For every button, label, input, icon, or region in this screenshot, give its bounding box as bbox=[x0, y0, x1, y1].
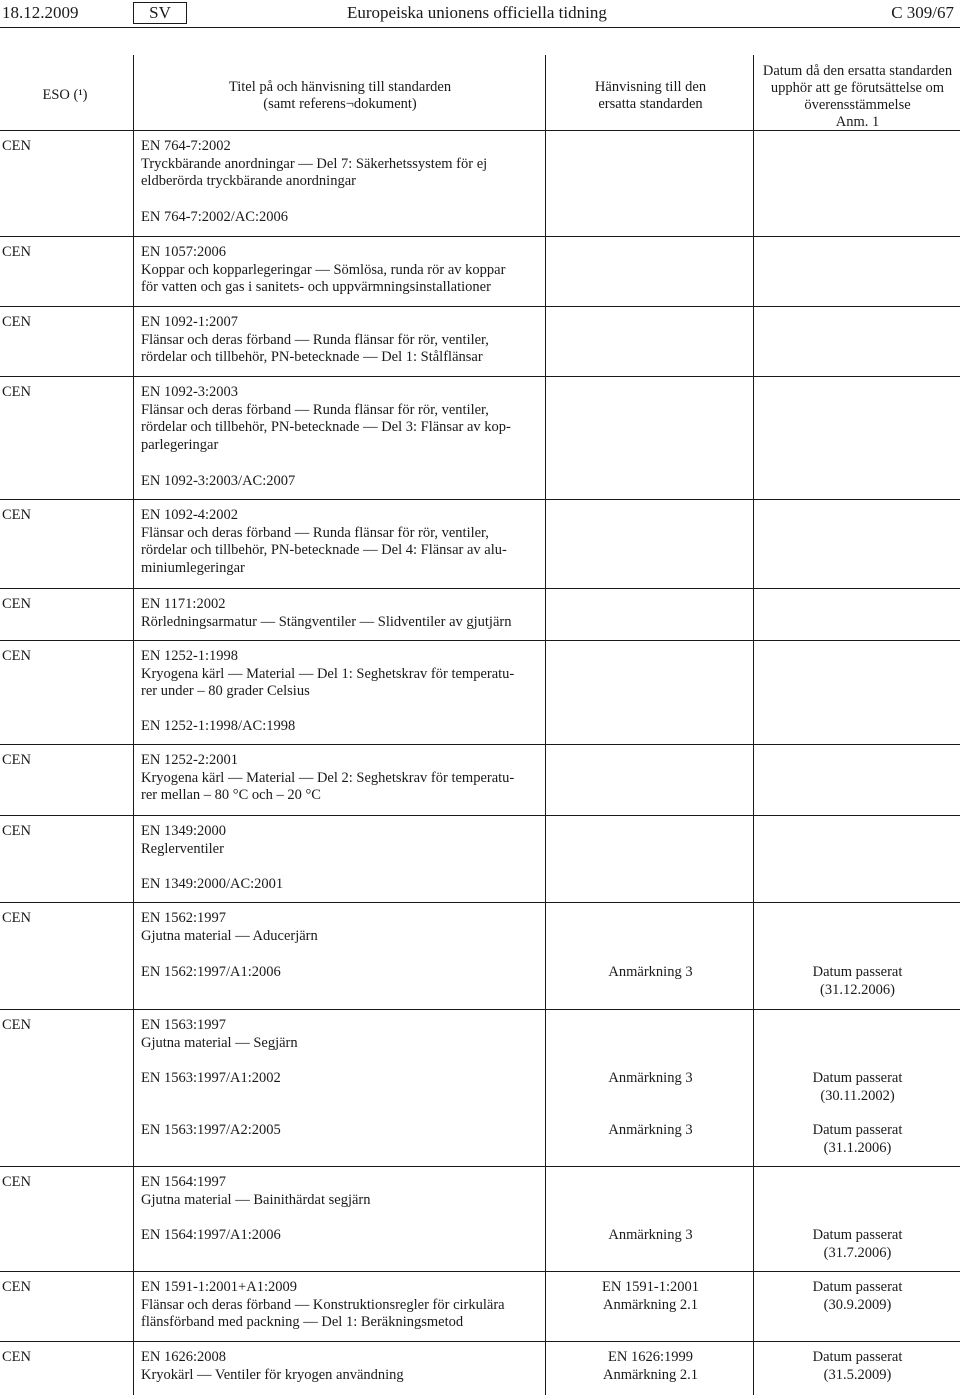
cessation-date-line: Datum passerat bbox=[812, 1349, 903, 1365]
standard-amendment bbox=[141, 876, 541, 894]
eso-label: CEN bbox=[2, 314, 31, 330]
eso-label: CEN bbox=[2, 1279, 31, 1295]
standard-entry bbox=[141, 596, 541, 631]
standard-title-line: rer under – 80 grader Celsius bbox=[141, 683, 310, 699]
eso-label: CEN bbox=[2, 648, 31, 664]
standard-entry bbox=[141, 1174, 541, 1209]
header-date: 18.12.2009 bbox=[2, 3, 79, 22]
row-divider bbox=[0, 499, 960, 500]
standard-reference: EN 1349:2000 bbox=[141, 823, 226, 839]
standard-amendment bbox=[141, 1070, 541, 1088]
row-divider bbox=[0, 815, 960, 816]
standard-title-line: Kryogena kärl — Material — Del 2: Seghetskrav för temperatu- bbox=[141, 769, 515, 786]
col-header-cessation-date bbox=[757, 63, 958, 131]
standard-title-line: Gjutna material — Aducerjärn bbox=[141, 927, 318, 944]
standard-reference: EN 1252-2:2001 bbox=[141, 752, 239, 768]
column-rule bbox=[545, 55, 546, 1395]
row-divider bbox=[0, 744, 960, 745]
eso-label: CEN bbox=[2, 384, 31, 400]
row-divider bbox=[0, 306, 960, 307]
standard-entry bbox=[141, 507, 541, 577]
eso-label: CEN bbox=[2, 823, 31, 839]
row-divider bbox=[0, 236, 960, 237]
cessation-date bbox=[757, 1122, 958, 1157]
standard-title-line: Kryokärl — Ventiler för kryogen användning bbox=[141, 1366, 404, 1383]
cessation-date-line: Datum passerat bbox=[812, 1227, 903, 1243]
cessation-date bbox=[757, 1349, 958, 1384]
cessation-date-line: (30.9.2009) bbox=[823, 1296, 892, 1313]
standard-reference: EN 1626:2008 bbox=[141, 1349, 226, 1365]
standard-reference: EN 1252-1:1998/AC:1998 bbox=[141, 718, 296, 734]
replaced-ref-line: Anmärkning 3 bbox=[608, 1070, 693, 1086]
row-divider bbox=[0, 1166, 960, 1167]
cessation-date-line: Datum passerat bbox=[812, 964, 903, 980]
standard-entry bbox=[141, 1279, 541, 1332]
standard-reference: EN 1562:1997/A1:2006 bbox=[141, 964, 281, 980]
standard-amendment bbox=[141, 964, 541, 982]
replaced-standard-ref bbox=[548, 1349, 753, 1384]
standard-entry bbox=[141, 910, 541, 945]
standard-amendment bbox=[141, 209, 541, 227]
standard-title-line: rer mellan – 80 °C och – 20 °C bbox=[141, 787, 321, 803]
standard-title-line: Flänsar och deras förband — Runda flänsar för rör, ventiler, bbox=[141, 401, 489, 418]
standard-title-line: rördelar och tillbehör, PN-betecknade — Del 1: Stålflänsar bbox=[141, 349, 483, 365]
replaced-standard-ref bbox=[548, 1227, 753, 1245]
col-header-eso: ESO (¹) bbox=[42, 87, 88, 103]
col-header-title-line2: (samt referens¬dokument) bbox=[263, 96, 417, 112]
standard-title-line: rördelar och tillbehör, PN-betecknade — Del 3: Flänsar av kop- bbox=[141, 419, 511, 435]
col-header-replaced-ref bbox=[548, 79, 753, 113]
standard-title-line: Rörledningsarmatur — Stängventiler — Slidventiler av gjutjärn bbox=[141, 613, 512, 630]
cessation-date bbox=[757, 1279, 958, 1314]
row-divider bbox=[0, 902, 960, 903]
replaced-standard-ref bbox=[548, 964, 753, 982]
replaced-standard-ref bbox=[548, 1122, 753, 1140]
standard-title-line: parlegeringar bbox=[141, 436, 219, 453]
standard-entry bbox=[141, 1349, 541, 1384]
standard-entry bbox=[141, 1017, 541, 1052]
row-divider bbox=[0, 1009, 960, 1010]
standard-reference: EN 1092-1:2007 bbox=[141, 314, 239, 330]
standard-entry bbox=[141, 384, 541, 454]
replaced-ref-line: Anmärkning 2.1 bbox=[602, 1296, 699, 1313]
standard-title-line: Gjutna material — Bainithärdat segjärn bbox=[141, 1191, 371, 1208]
standard-title-line: Flänsar och deras förband — Konstruktionsregler för cirkulära bbox=[141, 1296, 505, 1313]
replaced-ref-line: Anmärkning 3 bbox=[608, 964, 693, 980]
cessation-date-line: Datum passerat bbox=[812, 1122, 903, 1138]
eso-label: CEN bbox=[2, 507, 31, 523]
col-header-date-line2: upphör att ge förutsättelse om bbox=[770, 80, 945, 96]
standard-reference: EN 1092-3:2003/AC:2007 bbox=[141, 473, 296, 489]
standard-title-line: eldberörda tryckbärande anordningar bbox=[141, 173, 356, 189]
standard-reference: EN 1252-1:1998 bbox=[141, 648, 239, 664]
cessation-date-line: (30.11.2002) bbox=[820, 1087, 895, 1104]
standard-title-line: Koppar och kopparlegeringar — Sömlösa, runda rör av koppar bbox=[141, 261, 506, 278]
standard-reference: EN 1563:1997/A1:2002 bbox=[141, 1070, 281, 1086]
row-divider bbox=[0, 130, 960, 131]
standard-title-line: flänsförband med packning — Del 1: Beräkningsmetod bbox=[141, 1314, 464, 1330]
eso-label: CEN bbox=[2, 910, 31, 926]
header-rule bbox=[0, 27, 960, 28]
cessation-date-line: Datum passerat bbox=[812, 1279, 903, 1295]
cessation-date-line: (31.5.2009) bbox=[823, 1366, 892, 1383]
standard-reference: EN 1564:1997 bbox=[141, 1174, 226, 1190]
eso-label: CEN bbox=[2, 1017, 31, 1033]
eso-label: CEN bbox=[2, 138, 31, 154]
cessation-date-line: (31.12.2006) bbox=[820, 981, 895, 998]
standard-entry bbox=[141, 314, 541, 367]
standard-reference: EN 1349:2000/AC:2001 bbox=[141, 876, 284, 892]
standard-entry bbox=[141, 648, 541, 701]
standard-reference: EN 1564:1997/A1:2006 bbox=[141, 1227, 281, 1243]
replaced-ref-line: Anmärkning 2.1 bbox=[602, 1366, 699, 1383]
col-header-title-line1: Titel på och hänvisning till standarden bbox=[228, 79, 452, 95]
standard-title-line: Tryckbärande anordningar — Del 7: Säkerhetssystem för ej bbox=[141, 155, 488, 172]
standard-reference: EN 1057:2006 bbox=[141, 244, 226, 260]
standard-title-line: Kryogena kärl — Material — Del 1: Seghetskrav för temperatu- bbox=[141, 665, 515, 682]
standard-title-line: rördelar och tillbehör, PN-betecknade — Del 4: Flänsar av alu- bbox=[141, 542, 507, 558]
eso-label: CEN bbox=[2, 1349, 31, 1365]
standard-reference: EN 1092-3:2003 bbox=[141, 384, 239, 400]
replaced-standard-ref bbox=[548, 1279, 753, 1314]
eso-label: CEN bbox=[2, 752, 31, 768]
cessation-date bbox=[757, 1070, 958, 1105]
standard-reference: EN 764-7:2002/AC:2006 bbox=[141, 209, 289, 225]
standard-reference: EN 1171:2002 bbox=[141, 596, 226, 612]
standard-title-line: miniumlegeringar bbox=[141, 559, 245, 576]
replaced-standard-ref bbox=[548, 1070, 753, 1088]
language-badge: SV bbox=[133, 2, 187, 24]
cessation-date bbox=[757, 1227, 958, 1262]
eso-label: CEN bbox=[2, 1174, 31, 1190]
col-header-date-line4: Anm. 1 bbox=[835, 114, 880, 130]
standard-entry bbox=[141, 752, 541, 805]
standard-reference: EN 1563:1997 bbox=[141, 1017, 226, 1033]
standard-entry bbox=[141, 823, 541, 858]
standard-reference: EN 1591-1:2001+A1:2009 bbox=[141, 1279, 297, 1295]
standard-title-line: Gjutna material — Segjärn bbox=[141, 1034, 298, 1051]
replaced-ref-line: EN 1626:1999 bbox=[608, 1349, 693, 1365]
col-header-date-line1: Datum då den ersatta standarden bbox=[762, 63, 953, 79]
cessation-date-line: (31.1.2006) bbox=[823, 1139, 892, 1156]
row-divider bbox=[0, 376, 960, 377]
standard-reference: EN 1092-4:2002 bbox=[141, 507, 239, 523]
standard-entry bbox=[141, 138, 541, 191]
standard-reference: EN 1563:1997/A2:2005 bbox=[141, 1122, 281, 1138]
replaced-ref-line: Anmärkning 3 bbox=[608, 1122, 693, 1138]
col-header-title bbox=[135, 79, 545, 113]
standard-reference: EN 1562:1997 bbox=[141, 910, 226, 926]
col-header-date-line3: överensstämmelse bbox=[804, 97, 911, 113]
row-divider bbox=[0, 640, 960, 641]
col-header-ref-line1: Hänvisning till den bbox=[594, 79, 707, 95]
cessation-date bbox=[757, 964, 958, 999]
row-divider bbox=[0, 1341, 960, 1342]
standard-amendment bbox=[141, 473, 541, 491]
row-divider bbox=[0, 588, 960, 589]
column-rule bbox=[133, 55, 134, 1395]
replaced-ref-line: Anmärkning 3 bbox=[608, 1227, 693, 1243]
standard-title-line: Flänsar och deras förband — Runda flänsar för rör, ventiler, bbox=[141, 331, 489, 348]
standard-amendment bbox=[141, 718, 541, 736]
replaced-ref-line: EN 1591-1:2001 bbox=[601, 1279, 700, 1295]
col-header-ref-line2: ersatta standarden bbox=[598, 96, 703, 112]
cessation-date-line: (31.7.2006) bbox=[823, 1244, 892, 1261]
column-rule bbox=[753, 55, 754, 1395]
eso-label: CEN bbox=[2, 596, 31, 612]
standard-title-line: Reglerventiler bbox=[141, 840, 224, 857]
row-divider bbox=[0, 1271, 960, 1272]
standard-amendment bbox=[141, 1227, 541, 1245]
standard-title-line: Flänsar och deras förband — Runda flänsar för rör, ventiler, bbox=[141, 524, 489, 541]
publication-title: Europeiska unionens officiella tidning bbox=[347, 3, 607, 22]
standard-title-line: för vatten och gas i sanitets- och uppvärmningsinstallationer bbox=[141, 279, 491, 295]
standard-amendment bbox=[141, 1122, 541, 1140]
page-header bbox=[0, 0, 960, 30]
eso-label: CEN bbox=[2, 244, 31, 260]
standard-reference: EN 764-7:2002 bbox=[141, 138, 231, 154]
standard-entry bbox=[141, 244, 541, 297]
page-number: C 309/67 bbox=[891, 3, 954, 22]
cessation-date-line: Datum passerat bbox=[812, 1070, 903, 1086]
